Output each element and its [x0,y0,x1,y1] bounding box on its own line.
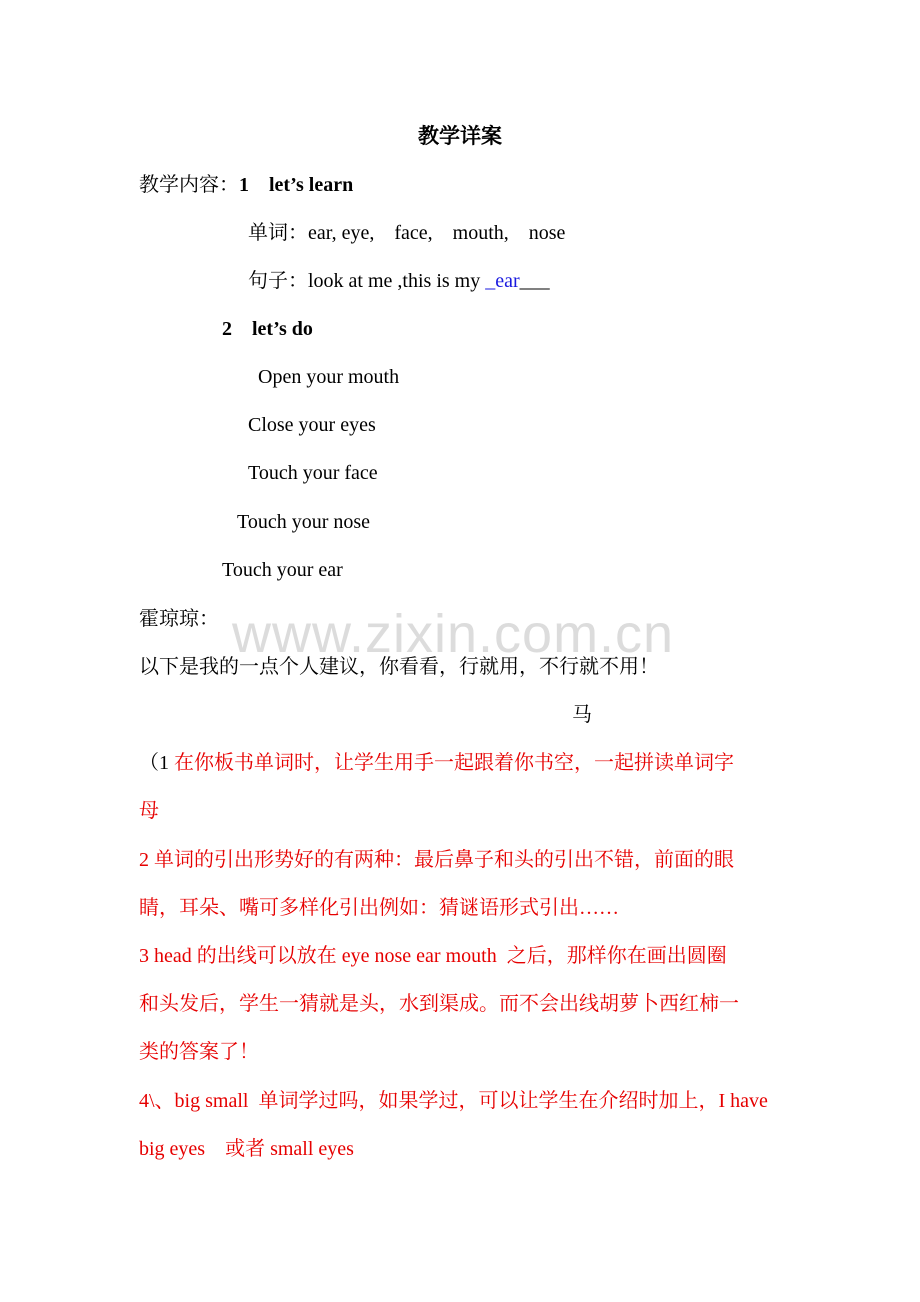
content-label: 教学内容： [139,174,239,196]
sentence-post-blank: ___ [519,270,550,292]
suggestion-1-line-1 [139,750,734,776]
suggestion-3-line-1: 3 head 的出线可以放在 eye nose ear mouth 之后，那样你在画出圆圈 [139,945,727,967]
words-label: 单词： [248,222,308,244]
words-line [248,220,565,246]
suggestion-4-line-2: big eyes 或者 small eyes [139,1138,354,1160]
action-line: Open your mouth [258,366,400,388]
suggestion-1-text: 在你板书单词时，让学生用手一起跟着你书空，一起拼读单词字 [174,752,734,774]
item2-number: 2 [222,318,232,340]
sentence-blank-word: ear [495,270,520,292]
item2-heading [222,316,313,342]
action-line: Touch your ear [222,559,343,581]
suggestion-3-line-3: 类的答案了！ [139,1041,259,1063]
suggestion-2-line-1: 2 单词的引出形势好的有两种：最后鼻子和头的引出不错，前面的眼 [139,849,734,871]
sentence-pre-blank: _ [485,270,496,292]
watermark: www.zixin.com.cn [232,604,675,664]
suggestion-3-line-2: 和头发后，学生一猜就是头，水到渠成。而不会出线胡萝卜西红柿一 [139,993,739,1015]
suggestion-1-prefix: （1 [139,752,174,774]
item2-name: let’s do [252,318,313,340]
note-recipient: 霍琼琼： [139,608,219,630]
suggestion-2-line-2: 睛，耳朵、嘴可多样化引出例如：猜谜语形式引出…… [139,897,619,919]
suggestion-1-line-2: 母 [139,800,159,822]
item1-number: 1 [239,174,249,196]
sentence-text: look at me ,this is my [308,270,486,292]
item1-name: let’s learn [269,174,354,196]
note-signature: 马 [572,704,592,726]
content-heading [139,172,353,198]
action-line: Touch your nose [237,511,371,533]
sentence-label: 句子： [248,270,308,292]
action-line: Touch your face [248,462,378,484]
note-intro: 以下是我的一点个人建议，你看看，行就用，不行就不用！ [139,656,659,678]
page-title: 教学详案 [418,124,502,148]
words-list: ear, eye, face, mouth, nose [308,222,566,244]
sentence-line [248,268,550,294]
suggestion-4-line-1: 4\、big small 单词学过吗，如果学过，可以让学生在介绍时加上，I have [139,1090,768,1112]
action-line: Close your eyes [248,414,376,436]
